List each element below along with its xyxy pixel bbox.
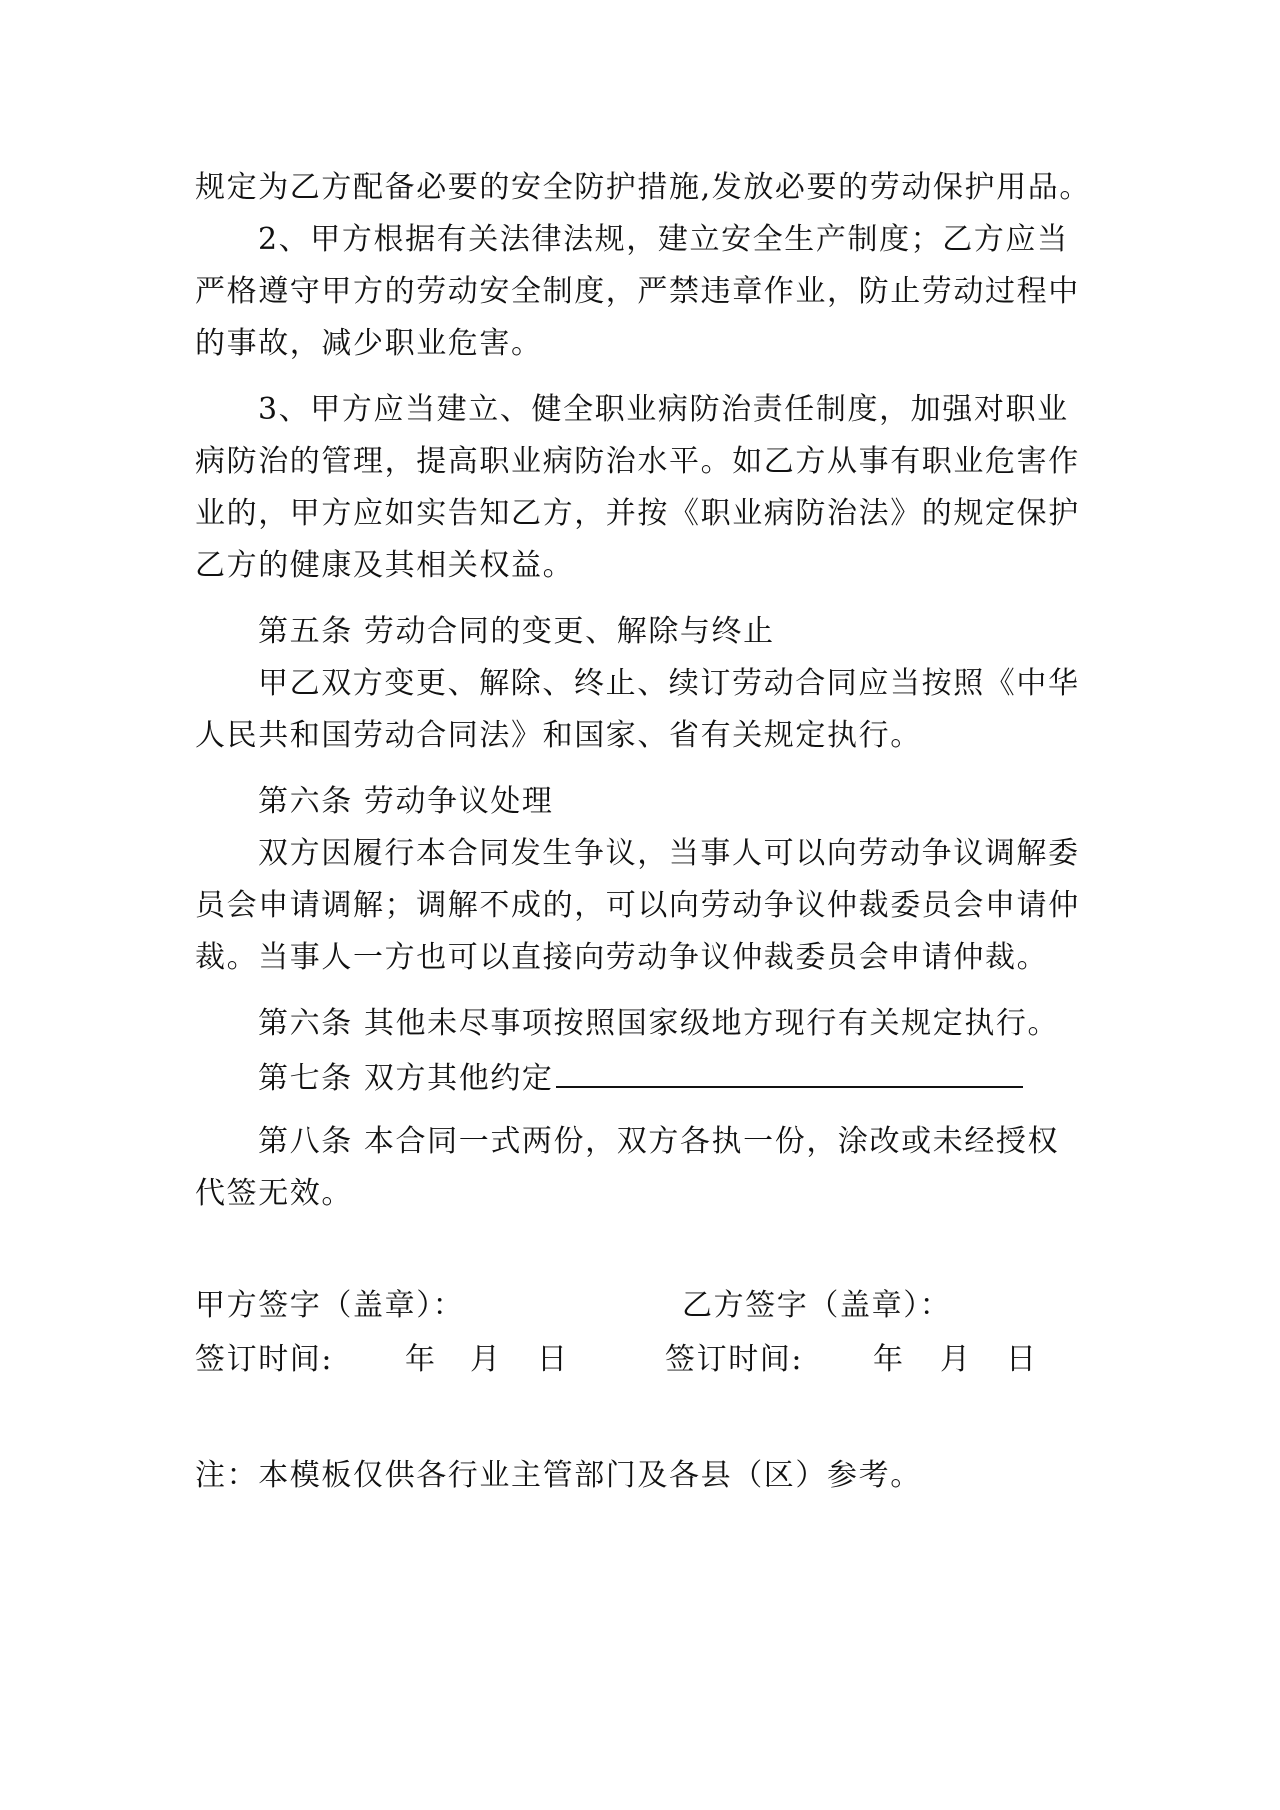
article-7-line	[258, 1058, 1023, 1094]
party-a-month-label: 月	[470, 1342, 502, 1377]
paragraph-line: 严格遵守甲方的劳动安全制度，严禁违章作业，防止劳动过程中	[195, 274, 1080, 309]
article-7-label: 第七条 双方其他约定	[258, 1061, 554, 1096]
clause-3-line: 3、甲方应当建立、健全职业病防治责任制度，加强对职业	[258, 392, 1069, 427]
paragraph-line: 员会申请调解；调解不成的，可以向劳动争议仲裁委员会申请仲	[195, 888, 1080, 923]
party-a-year-label: 年	[405, 1342, 437, 1377]
article-8-line: 第八条 本合同一式两份，双方各执一份，涂改或未经授权	[258, 1124, 1060, 1159]
article-6-body: 双方因履行本合同发生争议，当事人可以向劳动争议调解委	[258, 836, 1080, 871]
party-b-month-label: 月	[940, 1342, 972, 1377]
template-note: 注：本模板仅供各行业主管部门及各县（区）参考。	[195, 1458, 922, 1493]
party-b-day-label: 日	[1006, 1342, 1038, 1377]
other-agreement-blank-field[interactable]	[556, 1058, 1023, 1088]
party-a-signature-label: 甲方签字（盖章）：	[195, 1288, 465, 1323]
paragraph-line: 病防治的管理，提高职业病防治水平。如乙方从事有职业危害作	[195, 444, 1080, 479]
article-5-heading: 第五条 劳动合同的变更、解除与终止	[258, 614, 775, 649]
paragraph-line: 代签无效。	[195, 1176, 353, 1211]
article-6b-line: 第六条 其他未尽事项按照国家级地方现行有关规定执行。	[258, 1006, 1060, 1041]
paragraph-line: 乙方的健康及其相关权益。	[195, 548, 575, 583]
paragraph-line: 业的，甲方应如实告知乙方，并按《职业病防治法》的规定保护	[195, 496, 1080, 531]
article-5-body: 甲乙双方变更、解除、终止、续订劳动合同应当按照《中华	[258, 666, 1080, 701]
article-6-heading: 第六条 劳动争议处理	[258, 784, 554, 819]
paragraph-line: 规定为乙方配备必要的安全防护措施,发放必要的劳动保护用品。	[195, 170, 1091, 205]
party-a-day-label: 日	[537, 1342, 569, 1377]
paragraph-line: 的事故，减少职业危害。	[195, 326, 543, 361]
party-b-signature-label: 乙方签字（盖章）：	[682, 1288, 952, 1323]
party-b-date-label: 签订时间:	[665, 1342, 804, 1377]
paragraph-line: 裁。当事人一方也可以直接向劳动争议仲裁委员会申请仲裁。	[195, 940, 1049, 975]
clause-2-line: 2、甲方根据有关法律法规，建立安全生产制度；乙方应当	[258, 222, 1069, 257]
paragraph-line: 人民共和国劳动合同法》和国家、省有关规定执行。	[195, 718, 922, 753]
party-a-date-label: 签订时间:	[195, 1342, 334, 1377]
party-b-year-label: 年	[873, 1342, 905, 1377]
